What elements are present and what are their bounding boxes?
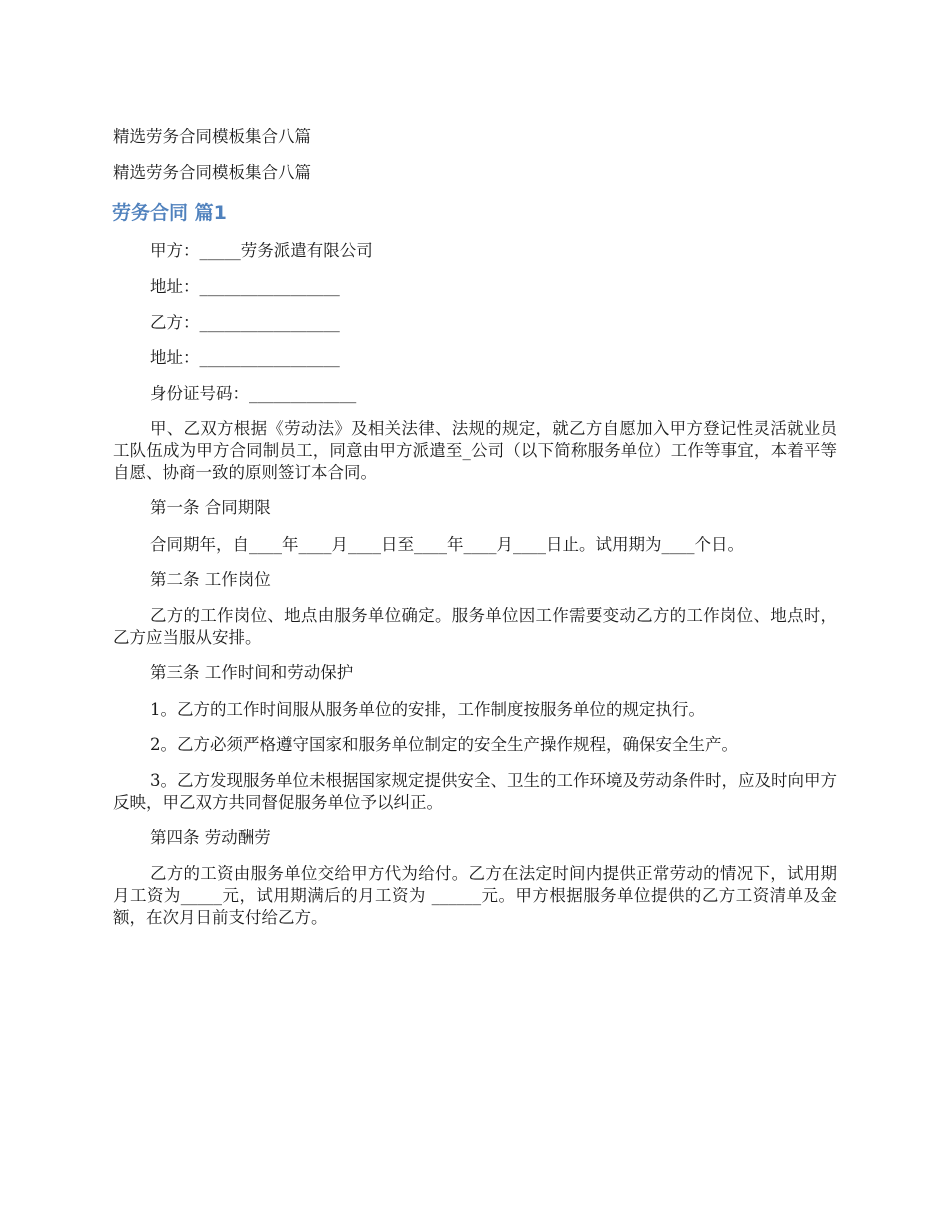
section-heading: 劳务合同 篇1 — [112, 202, 227, 224]
article-1-body: 合同期年，自____年____月____日至____年____月____日止。试用期为____个日。 — [150, 535, 744, 554]
article-3-item-1: 1。乙方的工作时间服从服务单位的安排，工作制度按服务单位的规定执行。 — [150, 700, 705, 719]
address-a-line: 地址：_________________ — [150, 277, 340, 296]
id-number-line: 身份证号码：_____________ — [150, 384, 357, 403]
article-3-item-3: 3。乙方发现服务单位未根据国家规定提供安全、卫生的工作环境及劳动条件时，应及时向甲方反映，甲乙双方共同督促服务单位予以纠正。 — [113, 771, 837, 812]
article-4-title: 第四条 劳动酬劳 — [150, 828, 271, 847]
article-2-title: 第二条 工作岗位 — [150, 570, 271, 589]
address-b-line: 地址：_________________ — [150, 348, 340, 367]
document-subtitle: 精选劳务合同模板集合八篇 — [113, 163, 311, 182]
intro-paragraph: 甲、乙双方根据《劳动法》及相关法律、法规的规定，就乙方自愿加入甲方登记性灵活就业员工队伍成为甲方合同制员工，同意由甲方派遣至_公司（以下简称服务单位）工作等事宜，本着平等自愿、协商一致的原则签订本合同。 — [113, 419, 837, 482]
article-4-body: 乙方的工资由服务单位交给甲方代为给付。乙方在法定时间内提供正常劳动的情况下，试用期月工资为_____元，试用期满后的月工资为 ______元。甲方根据服务单位提供的乙方工资清单及金额，在次月日前支付给乙方。 — [113, 864, 837, 927]
document-title: 精选劳务合同模板集合八篇 — [113, 127, 311, 146]
article-3-item-2: 2。乙方必须严格遵守国家和服务单位制定的安全生产操作规程，确保安全生产。 — [150, 735, 738, 754]
article-1-title: 第一条 合同期限 — [150, 498, 271, 517]
party-b-line: 乙方：_________________ — [150, 313, 340, 332]
article-3-title: 第三条 工作时间和劳动保护 — [150, 663, 354, 682]
article-2-body: 乙方的工作岗位、地点由服务单位确定。服务单位因工作需要变动乙方的工作岗位、地点时，乙方应当服从安排。 — [113, 606, 837, 647]
party-a-line: 甲方：_____劳务派遣有限公司 — [150, 241, 373, 260]
